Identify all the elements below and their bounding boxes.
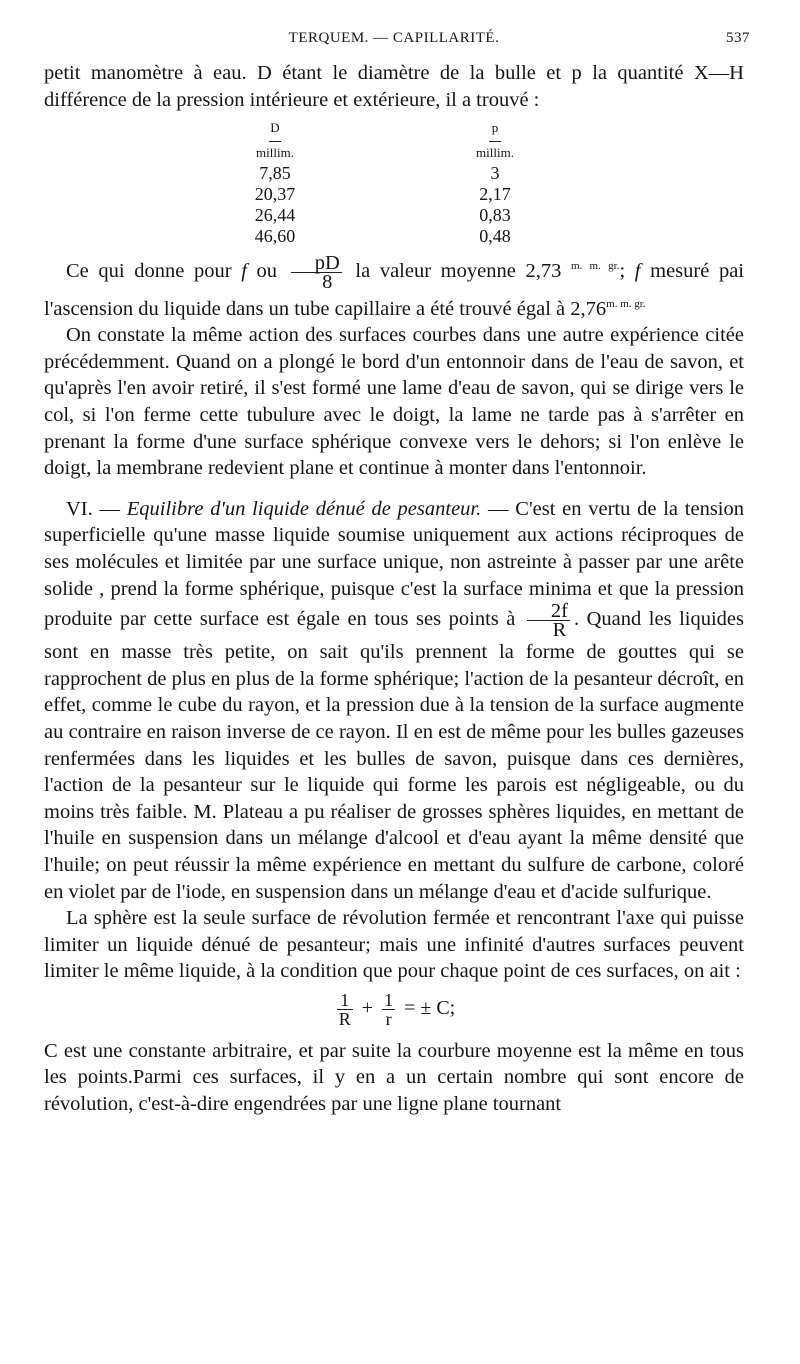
- table-row: [220, 226, 550, 247]
- section-vi: VI. — Equilibre d'un liquide dénué de pesanteur. — C'est en vertu de la tension superficielle qu'une masse liquide soumise uniquement aux actions réciproques de ses molécules et limitée par une surface unique, non astreinte à passer par une arête solide , prend la forme sphérique, puisque c'est la surface minima et que la pression produite par cette surface est égale en tous ses points à $\frac{2f}{R}$ . Quand les liquides sont en masse très petite, on sait qu'ils prennent la forme de gouttes qui se rapprochent de plus en plus de la forme sphérique; l'action de la pesanteur décroît, en effet, comme le cube du rayon, et la pression due à la tension de la surface augmente au contraire en raison inverse de ce rayon. Il en est de même pour les bulles gazeuses renfermées dans les liquides et les bulles de savon, puisque dans ces dernières, l'action de la pesanteur sur le liquide qui forme les parois est négligeable, ou du moins très faible. M. Plateau a pu réaliser de grosses sphères liquides, en mettant de l'huile en suspension dans un mélange d'alcool et d'eau ayant la même densité que l'huile; on peut réussir la même expérience en mettant du sulfure de carbone, coloré en violet par de l'iode, en suspension dans un mélange d'eau et d'acide sulfurique.: [44, 497, 745, 903]
- column-header-p: p: [440, 117, 550, 142]
- measurements-table: [220, 117, 550, 247]
- equation-mean-curvature: $\frac{1}{R}$ + $\frac{1}{r}$ = ± C;: [338, 989, 456, 1029]
- paragraph-constant-C: C est une constante arbitraire, et par suite la courbure moyenne est la même en tous les points.Parmi ces surfaces, il y en a un certain nombre qui sont encore de révolution, c'est-à-dire engendrées par une ligne plane tournant: [44, 1039, 744, 1116]
- fraction-2f-over-R: $\frac{2f}{R}$: [527, 602, 570, 639]
- paragraph-manometer: petit manomètre à eau. D étant le diamètre de la bulle et p la quantité X—H différence de la pression intérieure et extérieure, il a trouvé :: [44, 62, 744, 111]
- table-cell: 0,48: [479, 226, 511, 247]
- paragraph-sphere-surface: La sphère est la seule surface de révolution fermée et rencontrant l'axe qui puisse limiter un liquide dénué de pesanteur; mais une infinité d'autres surfaces peuvent limiter le même liquide, à la condition que pour chaque point de ces surfaces, on ait :: [44, 907, 744, 983]
- section-title: Equilibre d'un liquide dénué de pesanteur.: [126, 497, 482, 520]
- table-cell: 20,37: [254, 184, 296, 205]
- unit-cell: millim.: [476, 145, 514, 161]
- table-row: [220, 163, 550, 184]
- table-cell: 3: [490, 163, 500, 184]
- paragraph-average-value: Ce qui donne pour f ou $\frac{pD}{8}$ la valeur moyenne 2,73 $^{m. m. gr.}$; f mesuré pai l'ascension du liquide dans un tube capillaire a été trouvé égal à $2,76^{m. m. gr.}$: [44, 251, 745, 320]
- running-head: [44, 30, 750, 52]
- table-cell: 7,85: [259, 163, 291, 184]
- fraction-pD-over-8: $\frac{pD}{8}$: [291, 254, 342, 291]
- unit-cell: millim.: [256, 145, 294, 161]
- page-number: 537: [726, 30, 750, 46]
- table-row: [220, 205, 550, 226]
- table-cell: 46,60: [254, 226, 296, 247]
- table-header-row: [220, 117, 550, 142]
- section-number: VI. —: [66, 497, 121, 520]
- table-row: [220, 184, 550, 205]
- paragraph-funnel-experiment: On constate la même action des surfaces courbes dans une autre expérience citée précédemment. Quand on a plongé le bord d'un entonnoir dans de l'eau de savon, et qu'après l'en avoir retiré, il s'est formé une lame d'eau de savon, qui se dirige vers le col, si l'on ferme cette tubulure avec le doigt, la lame ne tarde pas à s'arrêter en prenant la forme d'une surface sphérique convexe vers le dehors; si l'on enlève le doigt, la membrane redevient plane et continue à monter dans l'entonnoir.: [44, 324, 744, 480]
- running-title: TERQUEM. — CAPILLARITÉ.: [288, 30, 500, 46]
- table-unit-row: [220, 142, 550, 163]
- column-header-D: D: [220, 117, 330, 142]
- table-cell: 2,17: [479, 184, 511, 205]
- table-cell: 26,44: [254, 205, 296, 226]
- table-cell: 0,83: [479, 205, 511, 226]
- body-text: [44, 60, 744, 1118]
